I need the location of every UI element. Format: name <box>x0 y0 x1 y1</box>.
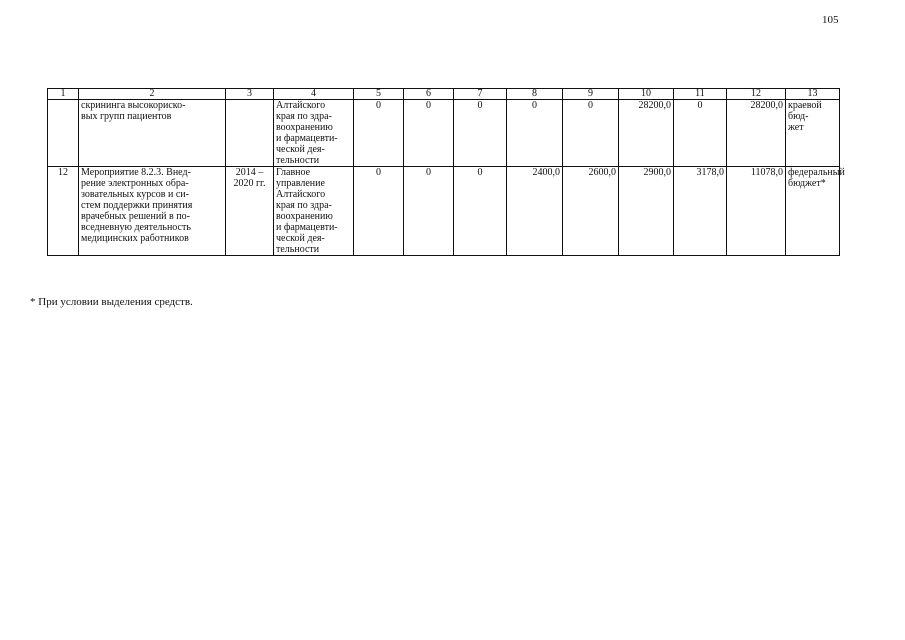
column-header: 7 <box>454 89 507 100</box>
executor-text: Главное управление Алтайского края по здра- воохранению и фармацевти- ческой дея- тельности <box>276 167 338 255</box>
value-cell: 0 <box>354 167 404 256</box>
table-row <box>48 100 840 167</box>
page-number: 105 <box>822 14 839 26</box>
measure-text: скрининга высокориско- вых групп пациентов <box>81 100 186 122</box>
value-cell: 2400,0 <box>507 167 563 256</box>
executor-cell <box>274 167 354 256</box>
period-cell <box>226 100 274 167</box>
total-cell: 11078,0 <box>727 167 786 256</box>
source-text: федеральный бюджет* <box>788 167 845 189</box>
column-header: 11 <box>674 89 727 100</box>
source-text: краевой бюд- жет <box>788 100 822 133</box>
row-number-cell: 12 <box>48 167 79 256</box>
total-cell: 28200,0 <box>727 100 786 167</box>
value-cell: 0 <box>454 167 507 256</box>
period-text: 2014 – 2020 гг. <box>233 167 266 189</box>
value-cell: 0 <box>404 100 454 167</box>
footnote: * При условии выделения средств. <box>30 296 193 308</box>
measure-cell <box>79 167 226 256</box>
measure-cell <box>79 100 226 167</box>
value-cell: 0 <box>507 100 563 167</box>
value-cell: 0 <box>454 100 507 167</box>
table-row <box>48 167 840 256</box>
column-header: 13 <box>786 89 840 100</box>
column-header: 2 <box>79 89 226 100</box>
column-header: 4 <box>274 89 354 100</box>
value-cell: 0 <box>404 167 454 256</box>
column-header: 6 <box>404 89 454 100</box>
column-header: 9 <box>563 89 619 100</box>
measure-text: Мероприятие 8.2.3. Внед- рение электронных обра- зовательных курсов и си- стем поддержки принятия врачебных решений в по- вседневную деятельность медицинских работников <box>81 167 193 244</box>
row-number-cell <box>48 100 79 167</box>
value-cell: 28200,0 <box>619 100 674 167</box>
value-cell: 0 <box>354 100 404 167</box>
column-header: 12 <box>727 89 786 100</box>
source-cell <box>786 100 840 167</box>
executor-text: Алтайского края по здра- воохранению и фармацевти- ческой дея- тельности <box>276 100 338 166</box>
column-header: 1 <box>48 89 79 100</box>
value-cell: 2900,0 <box>619 167 674 256</box>
executor-cell <box>274 100 354 167</box>
period-cell <box>226 167 274 256</box>
column-header: 10 <box>619 89 674 100</box>
value-cell: 2600,0 <box>563 167 619 256</box>
column-header: 5 <box>354 89 404 100</box>
value-cell: 0 <box>674 100 727 167</box>
value-cell: 0 <box>563 100 619 167</box>
column-header: 3 <box>226 89 274 100</box>
column-header: 8 <box>507 89 563 100</box>
budget-table <box>47 88 845 256</box>
value-cell: 3178,0 <box>674 167 727 256</box>
table-header-row <box>48 89 840 100</box>
source-cell <box>786 167 845 256</box>
